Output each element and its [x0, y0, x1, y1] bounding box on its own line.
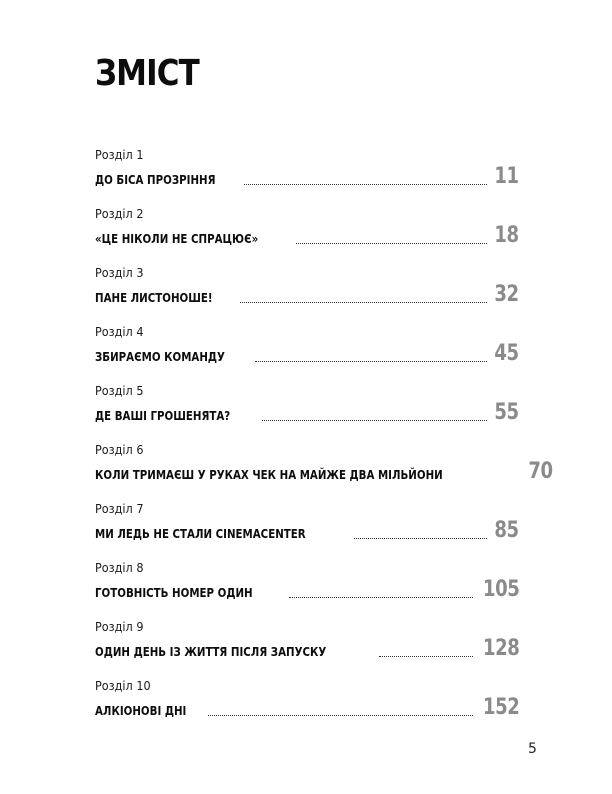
toc-entry[interactable]	[95, 673, 519, 732]
chapter-title: ГОТОВНІСТЬ НОМЕР ОДИН	[95, 585, 253, 600]
chapter-label: Розділ 5	[95, 383, 144, 398]
page-title: ЗМІСТ	[95, 53, 199, 94]
chapter-label: Розділ 6	[95, 442, 144, 457]
toc-row	[95, 282, 519, 308]
toc-entry[interactable]	[95, 437, 553, 496]
dot-leader	[240, 302, 487, 303]
toc-row	[95, 636, 519, 662]
dot-leader	[296, 243, 487, 244]
chapter-label: Розділ 10	[95, 678, 151, 693]
chapter-title: МИ ЛЕДЬ НЕ СТАЛИ CINEMACENTER	[95, 526, 306, 541]
toc-row	[95, 577, 519, 603]
dot-leader	[255, 361, 487, 362]
chapter-label: Розділ 7	[95, 501, 144, 516]
dot-leader	[379, 656, 473, 657]
toc-entry[interactable]	[95, 319, 519, 378]
page-number: 45	[494, 341, 519, 366]
page-number: 70	[528, 459, 553, 484]
toc-row	[95, 223, 519, 249]
dot-leader	[354, 538, 487, 539]
table-of-contents	[95, 142, 553, 732]
chapter-title: АЛКІОНОВІ ДНІ	[95, 703, 187, 718]
chapter-label: Розділ 8	[95, 560, 144, 575]
page-number: 128	[482, 636, 519, 661]
toc-entry[interactable]	[95, 614, 519, 673]
dot-leader	[289, 597, 472, 598]
chapter-label: Розділ 2	[95, 206, 144, 221]
page-number: 32	[494, 282, 519, 307]
page-number: 18	[494, 223, 519, 248]
toc-row	[95, 341, 519, 367]
page-number: 105	[482, 577, 519, 602]
toc-entry[interactable]	[95, 142, 519, 201]
dot-leader	[244, 184, 487, 185]
toc-entry[interactable]	[95, 260, 519, 319]
chapter-title: ДО БІСА ПРОЗРІННЯ	[95, 172, 216, 187]
page-number: 152	[482, 695, 519, 720]
page-number: 55	[494, 400, 519, 425]
chapter-label: Розділ 4	[95, 324, 144, 339]
chapter-title: КОЛИ ТРИМАЄШ У РУКАХ ЧЕК НА МАЙЖЕ ДВА МІЛЬЙОНИ	[95, 467, 443, 482]
toc-entry[interactable]	[95, 201, 519, 260]
toc-row	[95, 400, 519, 426]
chapter-label: Розділ 3	[95, 265, 144, 280]
page-number: 11	[494, 164, 519, 189]
chapter-title: ЗБИРАЄМО КОМАНДУ	[95, 349, 225, 364]
toc-entry[interactable]	[95, 378, 519, 437]
toc-row	[95, 695, 519, 721]
chapter-title: ДЕ ВАШІ ГРОШЕНЯТА?	[95, 408, 231, 423]
toc-entry[interactable]	[95, 496, 519, 555]
dot-leader	[208, 715, 472, 716]
toc-row	[95, 164, 519, 190]
page-folio-number: 5	[528, 741, 537, 757]
chapter-title: ПАНЕ ЛИСТОНОШЕ!	[95, 290, 213, 305]
toc-row	[95, 459, 553, 485]
toc-entry[interactable]	[95, 555, 519, 614]
page-number: 85	[494, 518, 519, 543]
chapter-title: «ЦЕ НІКОЛИ НЕ СПРАЦЮЄ»	[95, 231, 259, 246]
toc-row	[95, 518, 519, 544]
chapter-label: Розділ 9	[95, 619, 144, 634]
dot-leader	[262, 420, 487, 421]
chapter-label: Розділ 1	[95, 147, 144, 162]
chapter-title: ОДИН ДЕНЬ ІЗ ЖИТТЯ ПІСЛЯ ЗАПУСКУ	[95, 644, 327, 659]
